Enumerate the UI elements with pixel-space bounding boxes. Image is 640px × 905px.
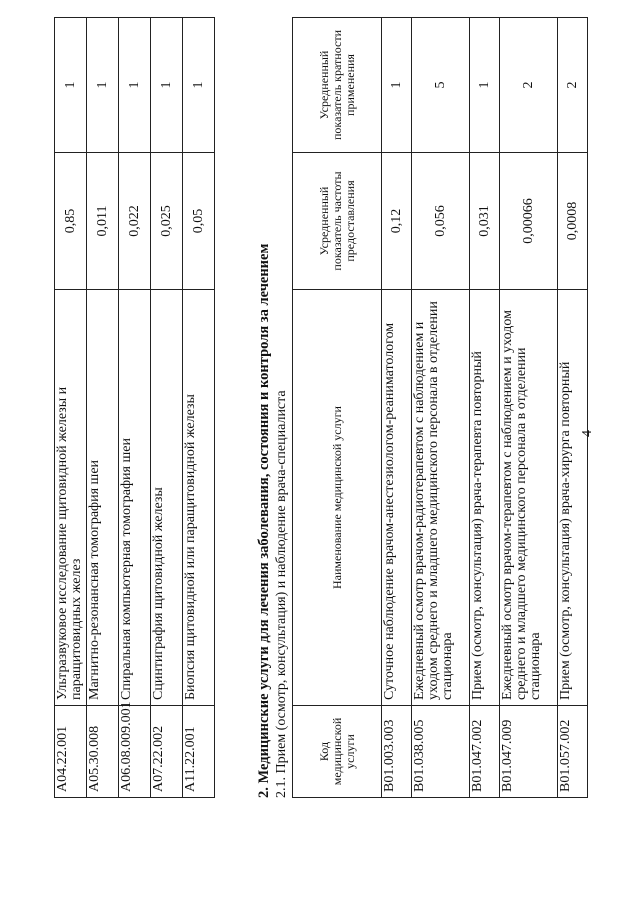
table-row bbox=[183, 18, 215, 798]
service-name: Магнитно-резонансная томография шеи bbox=[87, 290, 119, 706]
table-row bbox=[382, 18, 412, 798]
frequency-value: 0,05 bbox=[183, 153, 215, 290]
table-row bbox=[470, 18, 500, 798]
frequency-value: 0,022 bbox=[119, 153, 151, 290]
multiplicity-value: 1 bbox=[183, 18, 215, 153]
service-name: Спиральная компьютерная томография шеи bbox=[119, 290, 151, 706]
frequency-value: 0,0008 bbox=[558, 153, 588, 290]
multiplicity-value: 1 bbox=[151, 18, 183, 153]
service-name: Ежедневный осмотр врачом-терапевтом с наблюдением и уходом среднего и младшего медицинского персонала в отделении стационара bbox=[500, 290, 558, 706]
table-row bbox=[412, 18, 470, 798]
services-table-specialist-visits bbox=[292, 17, 588, 798]
header-name: Наименование медицинской услуги bbox=[293, 290, 382, 706]
subsection-title: 2.1. Прием (осмотр, консультация) и наблюдение врача-специалиста bbox=[274, 390, 289, 798]
table-header-row bbox=[293, 18, 382, 798]
service-code: B01.003.003 bbox=[382, 706, 412, 798]
service-name: Биопсия щитовидной или паращитовидной железы bbox=[183, 290, 215, 706]
table-row bbox=[119, 18, 151, 798]
frequency-value: 0,00066 bbox=[500, 153, 558, 290]
frequency-value: 0,056 bbox=[412, 153, 470, 290]
frequency-value: 0,031 bbox=[470, 153, 500, 290]
service-name: Сцинтиграфия щитовидной железы bbox=[151, 290, 183, 706]
section-title: 2. Медицинские услуги для лечения заболевания, состояния и контроля за лечением bbox=[256, 243, 272, 798]
table-row bbox=[87, 18, 119, 798]
header-multiplicity: Усредненный показатель кратности применения bbox=[293, 18, 382, 153]
table-row bbox=[151, 18, 183, 798]
service-name: Ультразвуковое исследование щитовидной железы и паращитовидных желез bbox=[55, 290, 87, 706]
service-name: Прием (осмотр, консультация) врача-терапевта повторный bbox=[470, 290, 500, 706]
page-number: 4 bbox=[580, 430, 595, 437]
service-code: A06.08.009.001 bbox=[119, 706, 151, 798]
service-name: Прием (осмотр, консультация) врача-хирурга повторный bbox=[558, 290, 588, 706]
service-code: B01.057.002 bbox=[558, 706, 588, 798]
multiplicity-value: 1 bbox=[470, 18, 500, 153]
service-code: A07.22.002 bbox=[151, 706, 183, 798]
multiplicity-value: 1 bbox=[119, 18, 151, 153]
multiplicity-value: 1 bbox=[87, 18, 119, 153]
multiplicity-value: 1 bbox=[382, 18, 412, 153]
service-code: A05.30.008 bbox=[87, 706, 119, 798]
header-frequency: Усредненный показатель частоты предоставления bbox=[293, 153, 382, 290]
service-name: Суточное наблюдение врачом-анестезиологом-реаниматологом bbox=[382, 290, 412, 706]
frequency-value: 0,011 bbox=[87, 153, 119, 290]
frequency-value: 0,12 bbox=[382, 153, 412, 290]
table-row bbox=[55, 18, 87, 798]
multiplicity-value: 2 bbox=[500, 18, 558, 153]
service-name: Ежедневный осмотр врачом-радиотерапевтом с наблюдением и уходом среднего и младшего медицинского персонала в отделении стационара bbox=[412, 290, 470, 706]
table-row bbox=[500, 18, 558, 798]
service-code: A04.22.001 bbox=[55, 706, 87, 798]
service-code: B01.047.002 bbox=[470, 706, 500, 798]
multiplicity-value: 1 bbox=[55, 18, 87, 153]
table-row bbox=[558, 18, 588, 798]
service-code: B01.047.009 bbox=[500, 706, 558, 798]
services-table-diagnostics bbox=[54, 17, 215, 798]
frequency-value: 0,85 bbox=[55, 153, 87, 290]
frequency-value: 0,025 bbox=[151, 153, 183, 290]
header-code: Код медицинской услуги bbox=[293, 706, 382, 798]
multiplicity-value: 2 bbox=[558, 18, 588, 153]
service-code: B01.038.005 bbox=[412, 706, 470, 798]
service-code: A11.22.001 bbox=[183, 706, 215, 798]
multiplicity-value: 5 bbox=[412, 18, 470, 153]
